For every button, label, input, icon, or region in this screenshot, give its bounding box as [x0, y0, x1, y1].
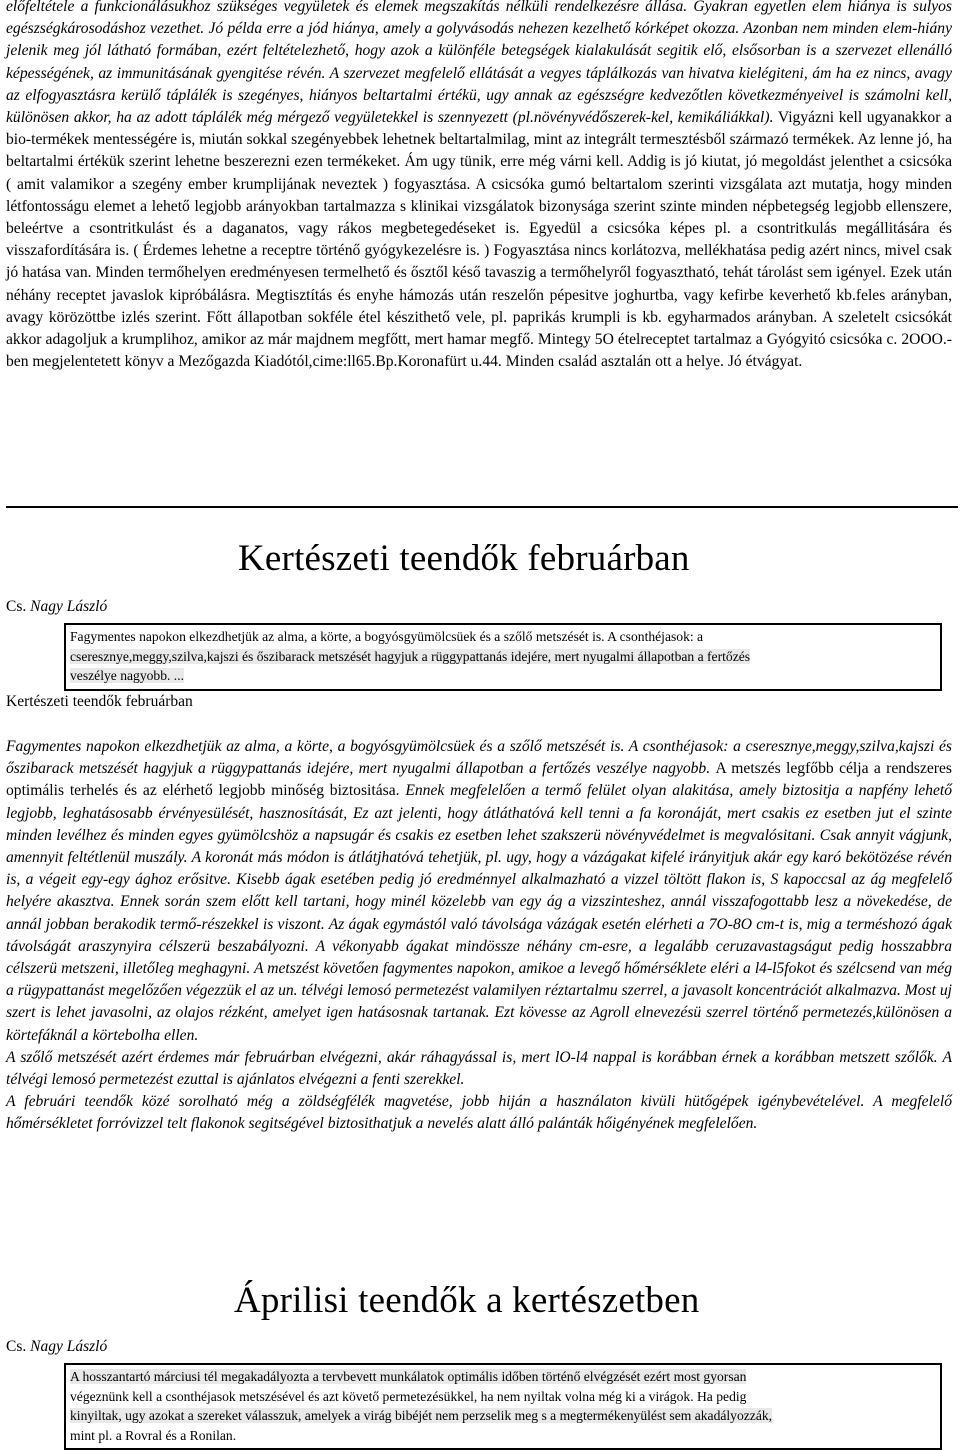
intro-paragraph — [6, 0, 952, 373]
intro-regular-c: Vigyázni kell ugyanakkor a bio-termékek mentességére is, miután sokkal szegényebbek lehetnek beltartalmilag, mint az integrált termesztésből származó termékek. Az lenne jó, ha beltartalmi értékük szerint lehetne beszerezni ezen termékeket. Ám ugy tünik, erre még várni kell. Addig is jó kiutat, jó megoldást jelenthet a csicsóka ( amit valamikor a szegény ember krumplijának neveztek ) fogyasztása. A csicsóka gumó beltartalom szerinti vizsgálata azt mutatja, hogy minden létfontosságu elemet a lehető legjobb arányokban tartalmazza s klinikai vizsgálatok bizonysága szerint szinte minden népbetegség legjobb ellenszere, beleértve a csontritkulást és a daganatos, vagy rákos megbetegedéseket is. Egyedül a csicsóka képes pl. a csontritkulás megállitására és visszafordítására is. ( Érdemes lehetne a receptre történő gyógykezelésre is. ) Fogyasztása nincs korlátozva, mellékhatása pedig azért nincs, mivel csak jó hatása van. Minden termőhelyen eredményesen termelhető és ősztől késő tavaszig a termőhelyről fogyasztható, tehát tárolást sem igényel. Ezek után néhány receptet javaslok kipróbálásra. Megtisztítás és enyhe hámozás után reszelőn pépesitve joghurtba, vagy kefirbe keverhető kb.feles arányban, avagy körözöttbe izlés szerint. Főtt állapotban sokféle étel készithető vele, pl. paprikás krumpli is kb. egyharmados arányban. A szeletelt csicsókát akkor adagoljuk a krumplihoz, amikor az már majdnem megfőtt, mert hamar megfő. Mintegy 5O ételreceptet tartalmaz a Gyógyitó csicsóka c. 2OOO.-ben megjelentetett könyv a Mezőgazda Kiadótól,cime:ll65.Bp.Koronafürt u.44. Minden család asztalán ott a helye. Jó étvágyat. — [6, 109, 953, 371]
article1-byline — [6, 597, 107, 617]
article2-byline — [6, 1337, 107, 1357]
article1-body-para: A szőlő metszését azért érdemes már februárban elvégezni, akár ráhagyással is, mert lO-l4 nappal is korábban érnek a korábban metszett szőlők. A télvégi lemosó permetezést ezuttal is ajánlatos elvégezni a fenti szerekkel. — [6, 1048, 952, 1089]
article1-abstract-box — [64, 623, 942, 691]
article2-abstract-line: végeznünk kell a csonthéjasok metszésével és azt követő permetezésükkel, ha nem nyiltak volna még ki a virágok. Ha pedig — [70, 1388, 747, 1404]
article2-abstract-line: mint pl. a Rovral és a Ronilan. — [70, 1427, 237, 1443]
article2-abstract-line: kinyiltak, ugy azokat a szereket válasszuk, amelyek a virág bibéjét nem perzselik meg s a megtermékenyülést sem akadályozzák, — [70, 1408, 773, 1423]
article1-body-para: Fagymentes napokon elkezdhetjük az alma, a körte, a bogyósgyümölcsüek és a szőlő metszését is. A csonthéjasok: a cseresznye,meggy,szilva,kajszi és őszibarack metszését hagyjuk a rüggypattanás idejére, mert nyugalmi állapotban a fertőzés veszélye nagyobb. A metszés legfőbb célja a rendszeres optimális terhelés és az elérhető legjobb minőség biztositása. Ennek megfelelően a termő felület olyan alakitása, amely biztositja a napfény lehető legjobb, leghatásosabb érvényesülését, hasznosítását, Ez azt jelenti, hogy átláthatóvá kell tenni a fa koronáját, mert csakis ez esetben jut el szinte minden levélhez és minden egyes gyümölcshöz a napsugár és csakis ez esetben lehet szakszerü növényvédelmet is megvalósitani. Csak annyit vágjunk, amennyit feltétlenül muszály. A koronát más módon is átlátjhatóvá tehetjük, pl. ugy, hogy a vázágakat kifelé irányitjuk akár egy karó bekötözése révén is, a végeit egy-egy ághoz erősitve. Kisebb ágak esetében pedig jó eredménnyel alkalmazható a vizzel töltött flakon is, S kapoccsal az ág megfelelő helyére akasztva. Ennek során szem előtt kell tartani, hogy minél közelebb van egy ág a vizszinteshez, annál visszafogottabb lesz a növekedése, de annál jobban berakodik termő-részekkel is viszont. Az ágak egymástól való távolsága vázágak esetén elérheti a 7O-8O cm-t is, mig a terméshozó ágak távolságát araszynyira célszerü beszabályozni. A vékonyabb ágakat mindössze néhány cm-esre, a legalább ceruzavastagságut pedig hosszabbra célszerü metszeni, illetőleg meghagyni. A metszést követően fagymentes napokon, amikoe a levegő hőmérséklete eléri a l4-l5fokot és szélcsend van még a rügypattanást megelőzően végezzük el az un. télvégi lemosó permetezést valamilyen réztartalmu szerrel, a javasolt koncentrációt alkalmazva. Most uj szert is lehet javasolni, az olajos rézként, amelyet igen hatásosnak tartanak. Ezt kövesse az Agroll elnevezésü szerrel történő permetezés,különösen a körtefáknál a körtebolha ellen. — [6, 738, 952, 1044]
article1-abstract-line: cseresznye,meggy,szilva,kajszi és őszibarack metszését hagyjuk a rüggypattanás idejére, mert nyugalmi állapotban a fertőzés — [70, 648, 751, 664]
article2-abstract-line: A hosszantartó márciusi tél megakadályozta a tervbevett munkálatok optimális időben történő elvégzését ezért most gyorsan — [70, 1369, 747, 1384]
article1-title: Kertészeti teendők februárban — [238, 538, 690, 579]
article1-author-surname: Cs. — [6, 598, 27, 615]
article1-subhead: Kertészeti teendők februárban — [6, 693, 193, 710]
intro-italic-b: A szervezet megfelelő ellátását a vegyes táplálkozás van hivatva kielégiteni, ám ha ez nincs, avagy az elfogyasztásra kerülő táplálék is szegényes, hiányos beltartalmi értékü, ugy annak az egészségre kedvezőtlen következményeivel is számolni kell, különösen akkor, ha az adott táplálék még mérgező vegyületekkel is szennyezett (pl.növényvédőszerek-kel, kemikáliákkal). — [6, 64, 953, 127]
article2-title: Áprilisi teendők a kertészetben — [234, 1280, 700, 1321]
article2-abstract-box — [64, 1363, 942, 1450]
article1-body-para: A februári teendők közé sorolható még a zöldségfélék magvetése, jobb hiján a használaton kivüli hütőgépek igénybevételével. A megfelelő hőmérsékletet forróvizzel telt flakonok segitségével biztosithatjuk a nevelés alatt álló palánták hőigényének megfelelően. — [6, 1093, 952, 1133]
article2-author-surname: Cs. — [6, 1338, 27, 1355]
intro-italic-a: előfeltétele a funkcionálásukhoz szükséges vegyületek és elemek megszakítás nélküli rendelkezésre állása. Gyakran egyetlen elem hiánya is sulyos egészségkárosodáshoz vezethet. Jó példa erre a jód hiánya, amely a golyvásodás nehezen kezelhető kórképet okozza. Azonban nem minden elem-hiány jelenik meg jól látható formában, ezért feltételezhető, hogy azok a különféle betegségek kialakulását segitik elő, elsősorban is a szervezet ellenálló képességének, az immunitásának gyengitése révén. — [6, 0, 952, 82]
article1-abstract-line: veszélye nagyobb. ... — [70, 668, 185, 683]
article1-body — [6, 736, 952, 1136]
article2-author-given: Nagy László — [30, 1338, 108, 1355]
article1-abstract-line: Fagymentes napokon elkezdhetjük az alma, a körte, a bogyósgyümölcsüek és a szőlő metszését is. A csonthéjasok: a — [70, 629, 704, 644]
section-divider — [6, 506, 958, 508]
article1-author-given: Nagy László — [30, 598, 108, 615]
intro-text — [6, 0, 952, 373]
